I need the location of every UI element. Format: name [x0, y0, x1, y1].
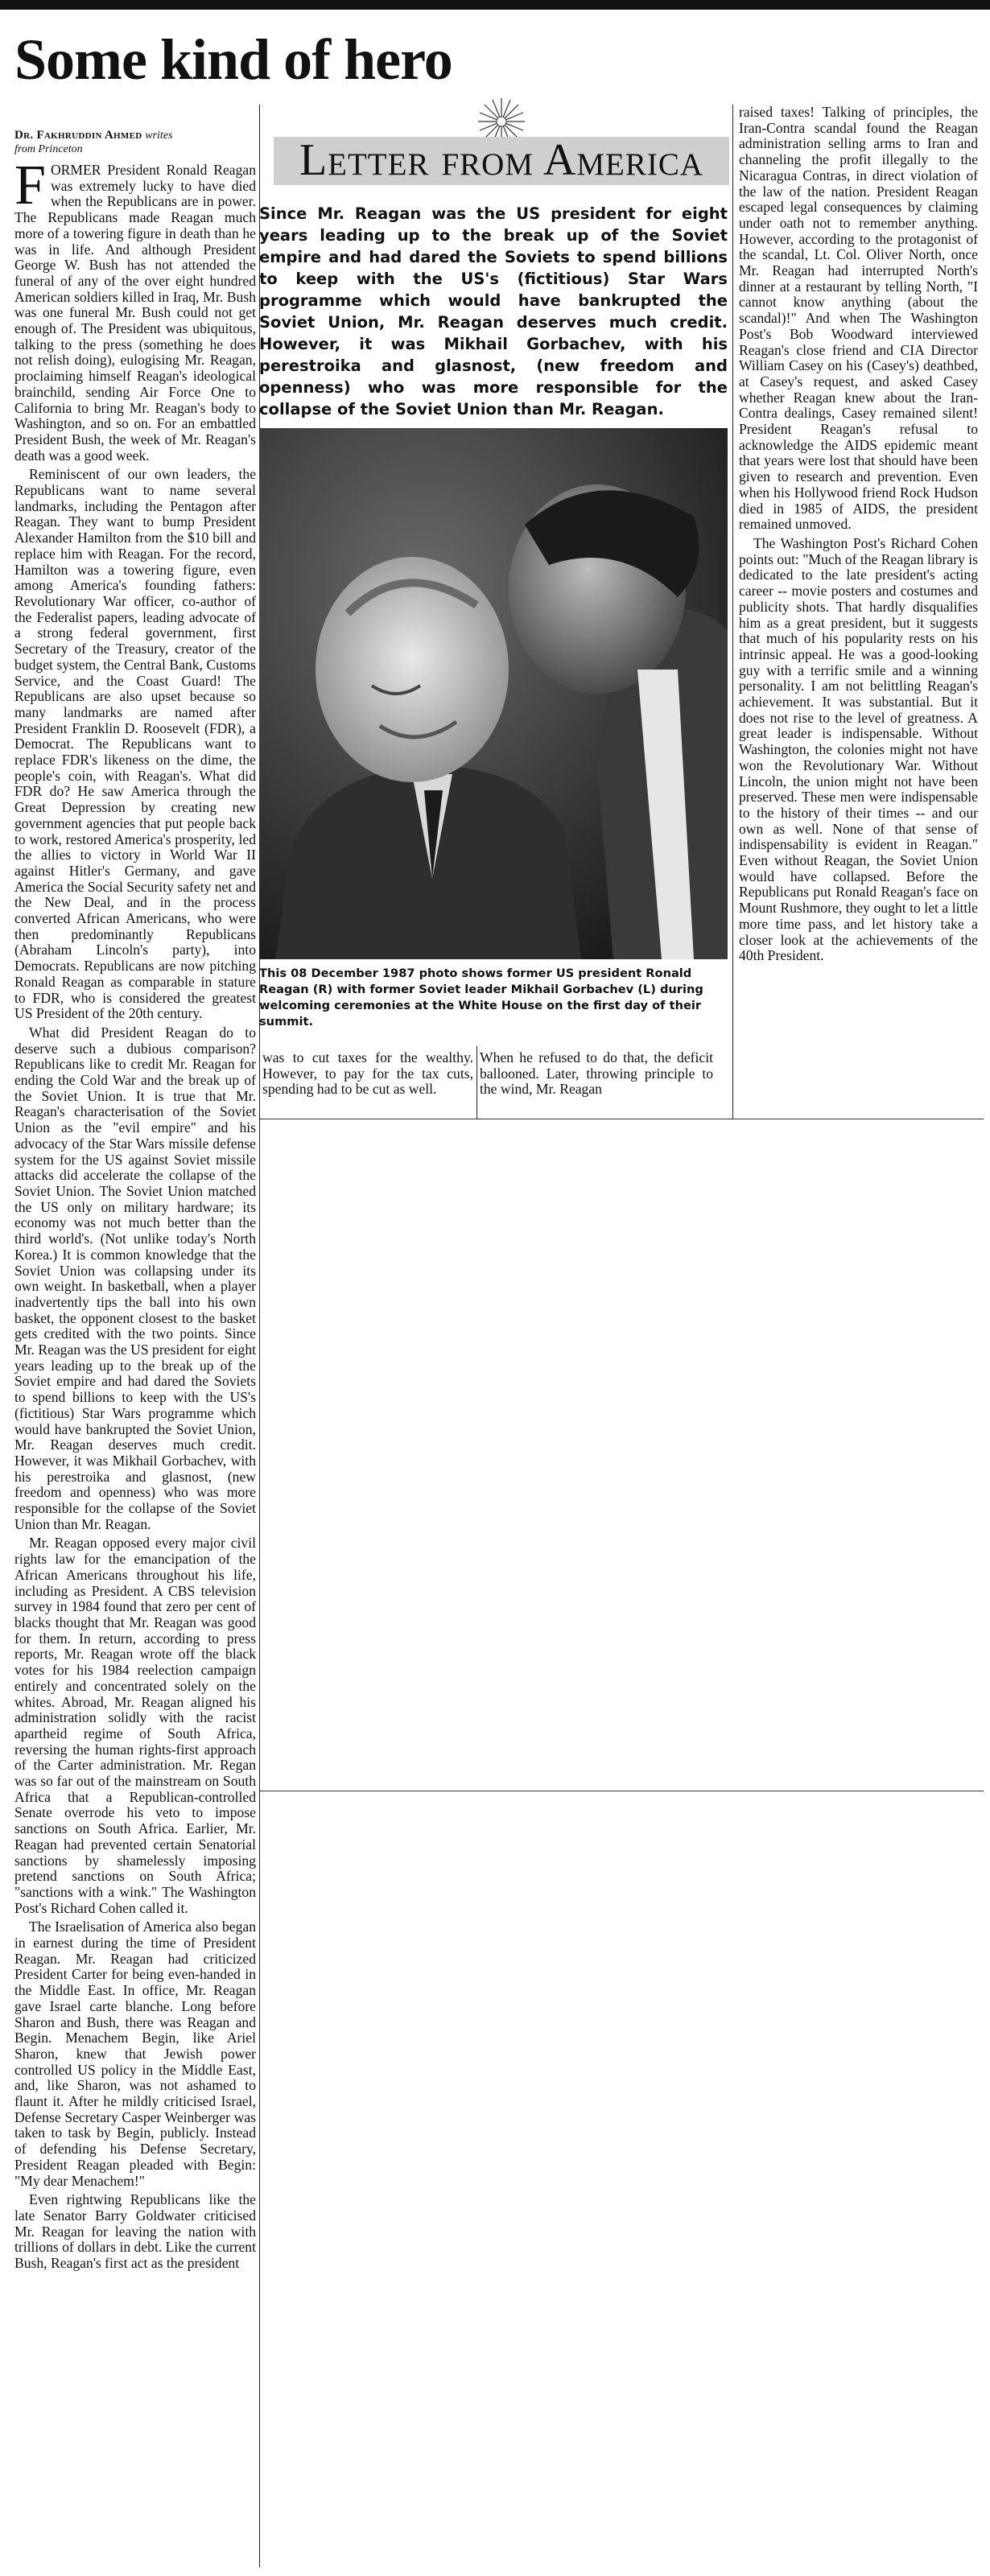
paragraph: The Washington Post's Richard Cohen points out: "Much of the Reagan library is dedicated to the late president's acting career -- movie posters and costumes and publicity shots. That hardly disqualifies him as a great president, but it suggests that much of his popularity rests on his intrinsic appeal. He was a good-looking guy with a terrific smile and a winning personality. I am not belittling Reagan's achievement. It was substantial. But it does not rise to the level of greatness. A great leader is indispensable. Without Washington, the colonies might not have won the Revolutionary War. Without Lincoln, the union might not have been preserved. These men were indispensable to the history of their times -- and our own as well. None of that sense of indispensability is evident in Reagan." Even without Reagan, the Soviet Union would have collapsed. Before the Republicans put Ronald Reagan's face on Mount Rushmore, they ought to let a little more time pass, and let history take a closer look at the achievements of the 40th President. — [739, 534, 978, 964]
paragraph: Even rightwing Republicans like the late Senator Barry Goldwater criticised Mr. Reagan for leaving the nation with trillions of dollars in debt. Like the current Bush, Reagan's first act as the president — [14, 2191, 256, 2272]
paragraph: Reminiscent of our own leaders, the Republicans want to name several landmarks, including the Pentagon after Reagan. They want to bump President Alexander Hamilton from the $10 bill and replace him with Reagan. For the record, Hamilton was a towering figure, even among America's founding fathers: Revolutionary War officer, co-author of the Federalist papers, leading advocate of a strong federal government, first Secretary of the Treasury, creator of the budget system, the Central Bank, Customs Service, and the Coast Guard! The Republicans are also upset because so many landmarks are named after President Franklin D. Roosevelt (FDR), a Democrat. The Republicans want to replace FDR's likeness on the dime, the people's coin, with Reagan's. What did FDR do? He saw America through the Great Depression by creating new government agencies that put people back to work, restored America's prosperity, led the allies to victory in World War II against Hitler's Germany, and gave America the Social Security safety net and the New Deal, and in the process converted African Americans, who were then predominantly Republicans (Abraham Lincoln's party), into Democrats. Republicans are now pitching Ronald Reagan as comparable in stature to FDR, who is considered the greatest US President of the 20th century. — [14, 466, 256, 1022]
headline: Some kind of hero — [14, 27, 452, 92]
article-column-3 — [480, 1050, 713, 1101]
paragraph: raised taxes! Talking of principles, the Iran-Contra scandal found the Reagan administration selling arms to Iran and channeling the profit illegally to the Nicaragua Contras, in direct violation of the law of the nation. President Reagan escaped legal consequences by claiming under oath not to remember anything. However, according to the protagonist of the scandal, Lt. Col. Oliver North, once Mr. Reagan had interrupted North's dinner at a restaurant by telling North, "I cannot know anything (about the scandal)!" And when The Washington Post's Bob Woodward interviewed Reagan's close friend and CIA Director William Casey on his (Casey's) deathbed, at Casey's request, and asked Casey whether Reagan knew about the Iran-Contra dealings, Casey remained silent! President Reagan's refusal to acknowledge the AIDS epidemic meant that years were lost that should have been given to research and prevention. Even when his Hollywood friend Rock Hudson died in 1985 of AIDS, the president remained unmoved. — [739, 104, 978, 533]
column-rule — [476, 1046, 477, 1119]
byline-writes: writes — [145, 130, 173, 142]
article-column-1 — [14, 129, 256, 2275]
letter-from-america-banner — [274, 97, 729, 192]
photo-reagan-gorbachev — [259, 428, 728, 959]
article-column-2 — [262, 1050, 473, 1101]
article-column-4 — [739, 105, 978, 967]
paragraph: Mr. Reagan opposed every major civil rights law for the emancipation of the African Americans throughout his life, including as President. A CBS television survey in 1984 found that zero per cent of blacks thought that Mr. Reagan was good for them. In return, according to press reports, Mr. Reagan wrote off the black votes for his 1984 reelection campaign entirely and concentrated solely on the whites. Abroad, Mr. Reagan aligned his administration solidly with the racist apartheid regime of South Africa, reversing the human rights-first approach of the Carter administration. Mr. Regan was so far out of the mainstream on South Africa that a Republican-controlled Senate overrode his veto to impose sanctions on South Africa. Earlier, Mr. Reagan had prevented certain Senatorial sanctions by shamelessly imposing pretend sanctions on South Africa; "sanctions with a wink." The Washington Post's Richard Cohen called it. — [14, 1535, 256, 1916]
paragraph: When he refused to do that, the deficit ballooned. Later, throwing principle to the wind, Mr. Reagan — [480, 1049, 713, 1098]
byline-from: from Princeton — [14, 143, 83, 155]
drop-cap: F — [14, 155, 46, 216]
paragraph: What did President Reagan do to deserve such a dubious comparison? Republicans like to credit Mr. Reagan for ending the Cold War and the break up of the Soviet Union. It is true that Mr. Reagan's characterisation of the Soviet Union as the "evil empire" and his advocacy of the Star Wars missile defense system for the US against Soviet missile attacks did accelerate the collapse of the Soviet Union. The Soviet Union matched the US only on military hardware; its economy was not much better than the third world's. (Not unlike today's North Korea.) It is common knowledge that the Soviet Union was collapsing under its own weight. In basketball, when a player inadvertently tips the ball into his own basket, the opponent closest to the basket gets credited with the two points. Since Mr. Reagan was the US president for eight years leading up to the break up of the Soviet empire and had dared the Soviets to spend billions to keep with the US's (fictitious) Star Wars programme which would have bankrupted the Soviet Union, Mr. Reagan deserves much credit. However, it was Mikhail Gorbachev, with his perestroika and glasnost, (new freedom and openness) who was more responsible for the collapse of the Soviet Union than Mr. Reagan. — [14, 1024, 257, 1532]
top-rule — [0, 0, 990, 10]
photo-caption: This 08 December 1987 photo shows former US president Ronald Reagan (R) with former Soviet leader Mikhail Gorbachev (L) during welcoming ceremonies at the White House on the first day of their summit. — [259, 967, 703, 1028]
paragraph: was to cut taxes for the wealthy. However, to pay for the tax cuts, spending had to be cut as well. — [262, 1049, 473, 1098]
column-rule — [732, 105, 733, 1119]
paragraph: The Israelisation of America also began in earnest during the time of President Reagan. Mr. Reagan had criticized President Carter for being even-handed in the Middle East. In office, Mr. Reagan gave Israel carte blanche. Long before Sharon and Bush, there was Reagan and Begin. Menachem Begin, like Ariel Sharon, knew that Jewish power controlled US policy in the Middle East, and, like Sharon, was not ashamed to flaunt it. After he mildly criticised Israel, Defense Secretary Casper Weinberger was taken to task by Begin, publicly. Instead of defending his Defense Secretary, President Reagan pleaded with Begin: "My dear Menachem!" — [14, 1919, 256, 2189]
photo-illustration — [259, 428, 728, 959]
pull-quote: Since Mr. Reagan was the US president for eight years leading up to the break up of the Soviet empire and had dared the Soviets to spend billions to keep with the US's (fictitious) Star Wars programme which would have bankrupted the Soviet Union, Mr. Reagan deserves much credit. However, it was Mikhail Gorbachev, with his perestroika and glasnost, (new freedom and openness) who was more responsible for the collapse of the Soviet Union than Mr. Reagan. — [259, 204, 728, 418]
byline-author: Dr. Fakhruddin Ahmed — [14, 129, 142, 142]
paragraph: FORMER President Ronald Reagan was extremely lucky to have died when the Republicans are in power. The Republicans made Reagan much more of a towering figure in death than he was in life. And although President George W. Bush has not attended the funeral of any of the over eight hundred American soldiers killed in Iraq, Mr. Bush was one funeral Mr. Bush could not get enough of. The President was ubiquitous, talking to the press (something he does not relish doing), eulogising Mr. Reagan, proclaiming himself Reagan's ideological brainchild, sending Air Force One to California to bring Mr. Reagan's body to Washington, and so on. For an embattled President Bush, the week of Mr. Reagan's death was a good week. — [14, 155, 256, 464]
byline — [14, 129, 256, 156]
banner-title: Letter from America — [299, 135, 704, 185]
